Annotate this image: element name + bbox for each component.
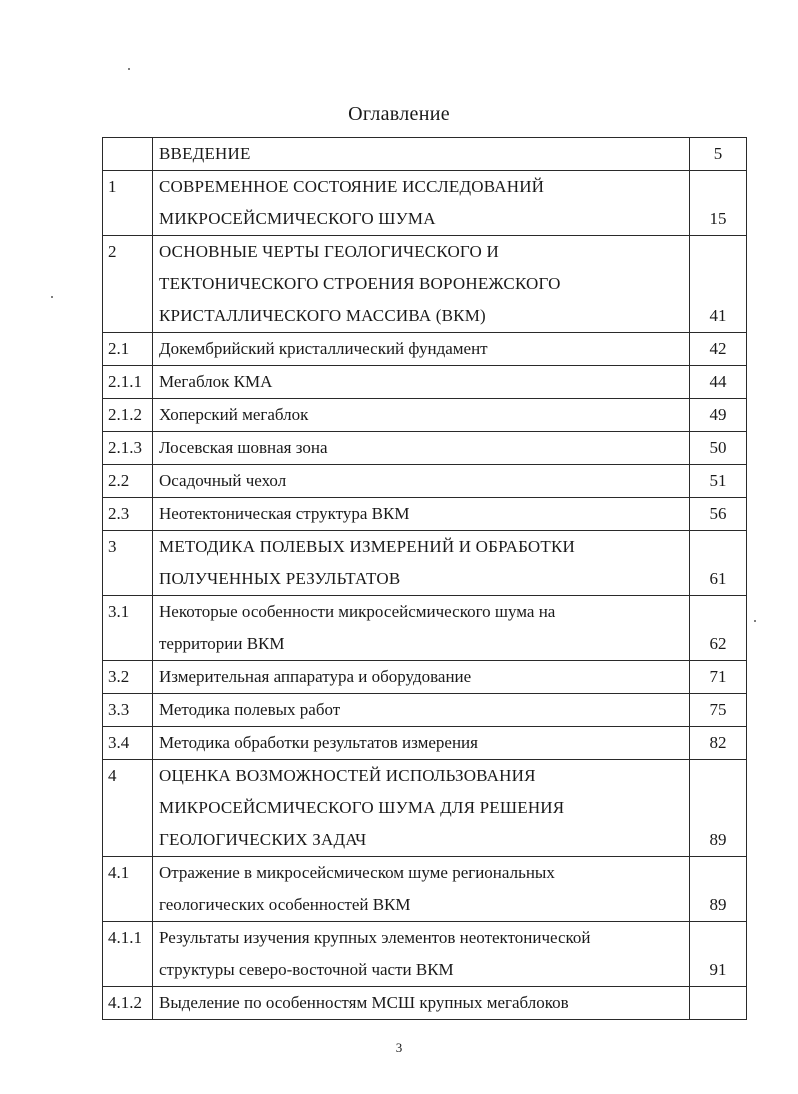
toc-section-number: 3.3 (103, 694, 153, 727)
scan-speck (754, 620, 756, 622)
toc-row (103, 661, 747, 694)
toc-page-number: 5 (690, 138, 747, 171)
toc-page-number: 75 (690, 694, 747, 727)
toc-section-number: 2.1.3 (103, 432, 153, 465)
toc-section-number: 4.1.1 (103, 922, 153, 987)
toc-section-number: 3.4 (103, 727, 153, 760)
toc-section-title: ОЦЕНКА ВОЗМОЖНОСТЕЙ ИСПОЛЬЗОВАНИЯ МИКРОСЕЙСМИЧЕСКОГО ШУМА ДЛЯ РЕШЕНИЯ ГЕОЛОГИЧЕСКИХ ЗАДАЧ (153, 760, 690, 857)
toc-page-number: 82 (690, 727, 747, 760)
toc-section-number: 2 (103, 236, 153, 333)
toc-section-title: МЕТОДИКА ПОЛЕВЫХ ИЗМЕРЕНИЙ И ОБРАБОТКИ ПОЛУЧЕННЫХ РЕЗУЛЬТАТОВ (153, 531, 690, 596)
toc-section-number: 2.3 (103, 498, 153, 531)
toc-section-number: 1 (103, 171, 153, 236)
toc-page-number: 49 (690, 399, 747, 432)
toc-section-title: СОВРЕМЕННОЕ СОСТОЯНИЕ ИССЛЕДОВАНИЙ МИКРОСЕЙСМИЧЕСКОГО ШУМА (153, 171, 690, 236)
toc-row (103, 857, 747, 922)
toc-page-number: 71 (690, 661, 747, 694)
toc-section-title: ОСНОВНЫЕ ЧЕРТЫ ГЕОЛОГИЧЕСКОГО И ТЕКТОНИЧЕСКОГО СТРОЕНИЯ ВОРОНЕЖСКОГО КРИСТАЛЛИЧЕСКОГО МАССИВА (ВКМ) (153, 236, 690, 333)
toc-row (103, 432, 747, 465)
toc-section-number: 4 (103, 760, 153, 857)
toc-section-number: 3.1 (103, 596, 153, 661)
toc-section-number: 2.1.1 (103, 366, 153, 399)
toc-row (103, 987, 747, 1020)
toc-row (103, 465, 747, 498)
toc-row (103, 498, 747, 531)
toc-page-number (690, 987, 747, 1020)
toc-row (103, 366, 747, 399)
toc-row (103, 922, 747, 987)
table-of-contents (102, 137, 747, 1020)
toc-section-number: 3 (103, 531, 153, 596)
scan-speck (51, 296, 53, 298)
toc-page-number: 56 (690, 498, 747, 531)
toc-row (103, 399, 747, 432)
toc-row (103, 236, 747, 333)
toc-row (103, 694, 747, 727)
toc-body (103, 138, 747, 1020)
toc-page-number: 89 (690, 857, 747, 922)
toc-row (103, 760, 747, 857)
toc-section-title: Докембрийский кристаллический фундамент (153, 333, 690, 366)
toc-page-number: 51 (690, 465, 747, 498)
toc-section-title: Измерительная аппаратура и оборудование (153, 661, 690, 694)
toc-section-title: ВВЕДЕНИЕ (153, 138, 690, 171)
page-title: Оглавление (348, 103, 450, 125)
toc-section-number: 2.1 (103, 333, 153, 366)
toc-section-number (103, 138, 153, 171)
toc-section-number: 4.1 (103, 857, 153, 922)
toc-section-title: Результаты изучения крупных элементов неотектонической структуры северо-восточной части ВКМ (153, 922, 690, 987)
toc-row (103, 727, 747, 760)
toc-section-number: 2.2 (103, 465, 153, 498)
toc-section-title: Мегаблок КМА (153, 366, 690, 399)
toc-section-number: 4.1.2 (103, 987, 153, 1020)
toc-section-title: Выделение по особенностям МСШ крупных мегаблоков (153, 987, 690, 1020)
toc-section-title: Методика обработки результатов измерения (153, 727, 690, 760)
toc-section-title: Некоторые особенности микросейсмического шума на территории ВКМ (153, 596, 690, 661)
toc-row (103, 171, 747, 236)
toc-section-title: Хоперский мегаблок (153, 399, 690, 432)
toc-page-number: 89 (690, 760, 747, 857)
toc-section-title: Осадочный чехол (153, 465, 690, 498)
toc-section-title: Отражение в микросейсмическом шуме региональных геологических особенностей ВКМ (153, 857, 690, 922)
page-number: 3 (395, 1040, 403, 1055)
toc-page-number: 91 (690, 922, 747, 987)
toc-row (103, 333, 747, 366)
toc-page-number: 42 (690, 333, 747, 366)
toc-section-title: Неотектоническая структура ВКМ (153, 498, 690, 531)
toc-page-number: 62 (690, 596, 747, 661)
toc-section-title: Лосевская шовная зона (153, 432, 690, 465)
toc-page-number: 41 (690, 236, 747, 333)
toc-row (103, 138, 747, 171)
toc-section-number: 3.2 (103, 661, 153, 694)
toc-page-number: 61 (690, 531, 747, 596)
toc-section-title: Методика полевых работ (153, 694, 690, 727)
toc-row (103, 531, 747, 596)
toc-section-number: 2.1.2 (103, 399, 153, 432)
scan-speck (128, 68, 130, 70)
toc-page-number: 15 (690, 171, 747, 236)
toc-row (103, 596, 747, 661)
toc-page-number: 50 (690, 432, 747, 465)
toc-page-number: 44 (690, 366, 747, 399)
